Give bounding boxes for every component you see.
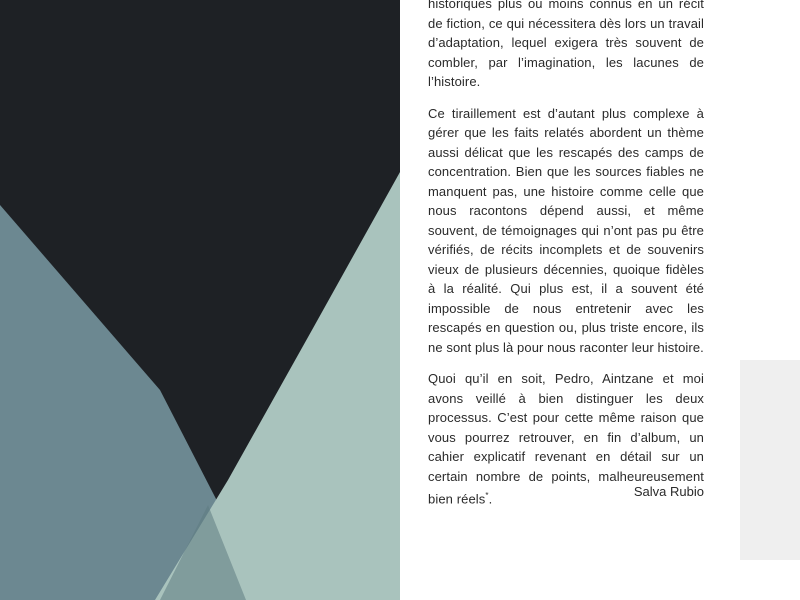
text-page: [400, 0, 800, 600]
body-text-column: [428, 0, 704, 521]
paragraph-2: Ce tiraillement est d’autant plus complexe à gérer que les faits relatés abordent un thème aussi délicat que les rescapés des camps de concentration. Bien que les sources fiables ne manquent pas, une histoire comme celle que nous racontons dépend aussi, et même souvent, de témoignages qui n’ont pas pu être vérifiés, de récits incomplets et de souvenirs vieux de plusieurs décennies, quoique fidèles à la réalité. Qui plus est, il a souvent été impossible de nous entretenir avec les rescapés en question ou, plus triste encore, ils ne sont plus là pour nous raconter leur histoire.: [428, 105, 704, 355]
paragraph-1: historiques plus ou moins connus en un récit de fiction, ce qui nécessitera dès lors un travail d’adaptation, lequel exigera très souvent de combler, par l’imagination, les lacunes de l’histoire.: [428, 0, 704, 89]
author-signature: Salva Rubio: [633, 484, 704, 499]
show-through-shape: [730, 360, 800, 560]
paragraph-3-period: .: [488, 491, 493, 507]
paragraph-3-text: Quoi qu’il en soit, Pedro, Aintzane et moi avons veillé à bien distinguer les deux processus. C’est pour cette même raison que vous pourrez retrouver, en fin d’album, un cahier explicatif revenant en détail sur un certain nombre de points, malheureusement bien réels: [428, 371, 704, 507]
footnote-marker: *: [485, 491, 489, 500]
